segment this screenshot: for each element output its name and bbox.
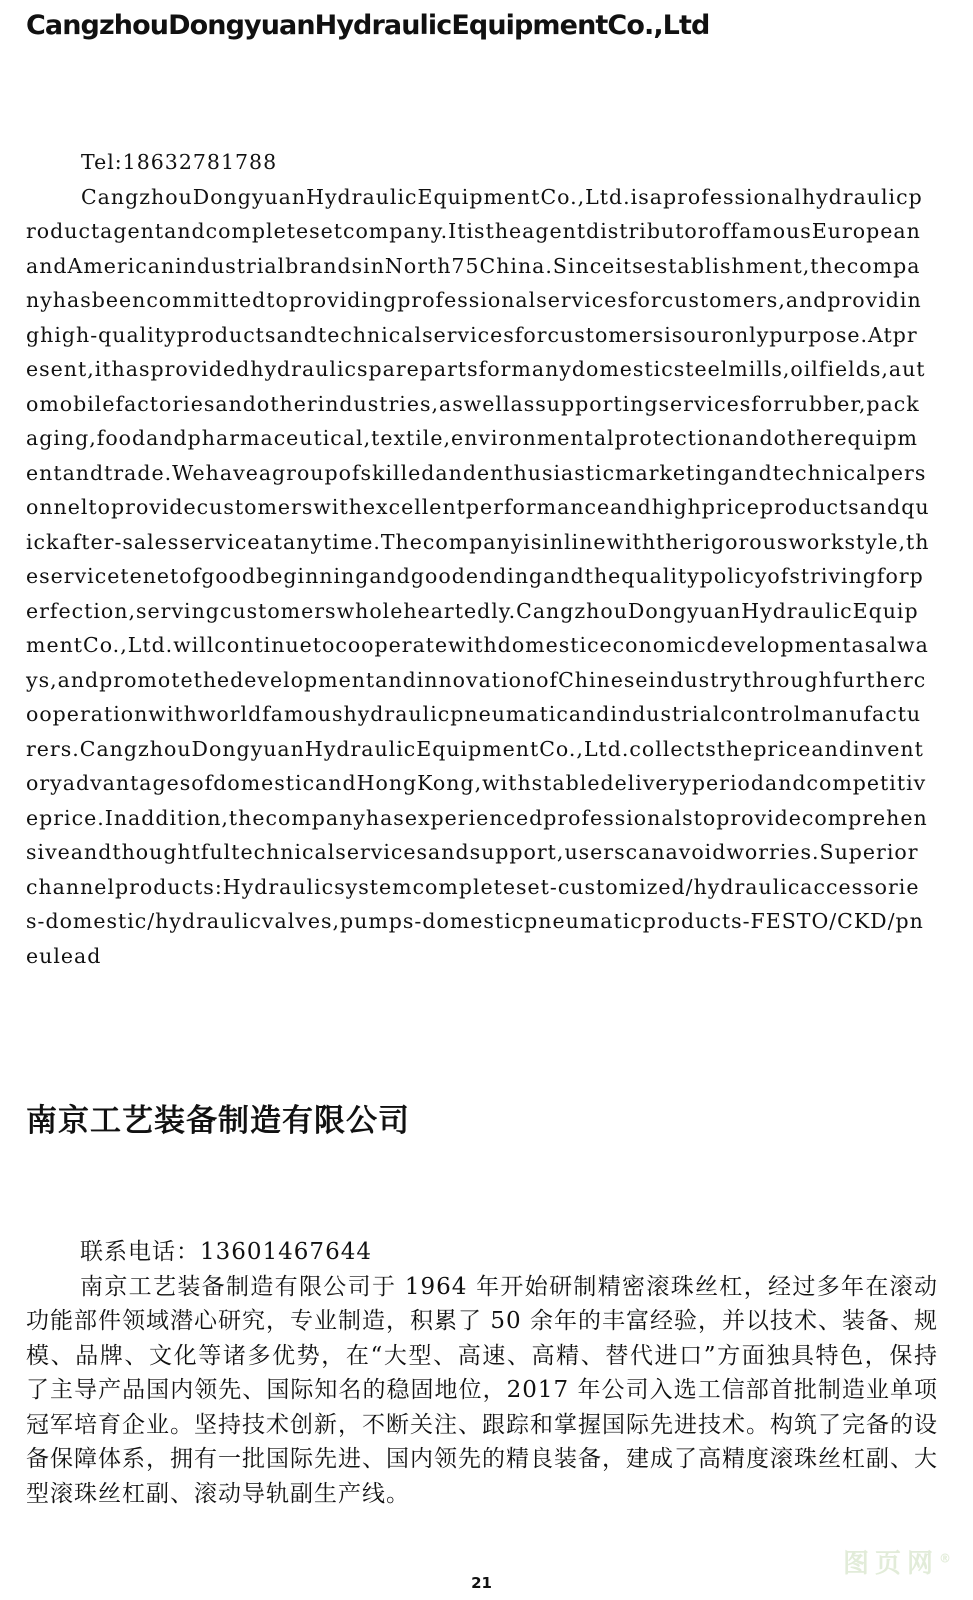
- page-number: 21: [471, 1574, 492, 1592]
- company2-section: [26, 1235, 938, 1511]
- company2-tel: 联系电话：13601467644: [80, 1239, 372, 1265]
- company1-tel: Tel:18632781788: [81, 150, 278, 174]
- watermark-logo: [843, 1543, 951, 1580]
- company2-description: 南京工艺装备制造有限公司于 1964 年开始研制精密滚珠丝杠，经过多年在滚动功能部件领域潜心研究，专业制造，积累了 50 余年的丰富经验，并以技术、装备、规模、品牌、文化等诸多优势，在“大型、高速、高精、替代进口”方面独具特色，保持了主导产品国内领先、国际知名的稳固地位，2017 年公司入选工信部首批制造业单项冠军培育企业。坚持技术创新，不断关注、跟踪和掌握国际先进技术。构筑了完备的设备保障体系，拥有一批国际先进、国内领先的精良装备，建成了高精度滚珠丝杠副、大型滚珠丝杠副、滚动导轨副生产线。: [26, 1273, 938, 1507]
- watermark-text: 图页网: [842, 1549, 939, 1579]
- company1-description: CangzhouDongyuanHydraulicEquipmentCo.,Ltd.isaprofessionalhydraulicproductagentandcompletesetcompany.ItistheagentdistributoroffamousEuropeanandAmericanindustrialbrandsinNorth75China.Sinceitsestablishment,thecompanyhasbeencommittedtoprovidingprofessionalservicesforcustomers,andprovidinghigh-qualityproductsandtechnicalservicesforcustomersisouronlypurpose.Atpresent,ithasprovidedhydraulicsparepartsformanydomesticsteelmills,oilfields,automobilefactoriesandotherindustries,aswellassupportingservicesforrubber,packaging,foodandpharmaceutical,textile,environmentalprotectionandotherequipmentandtrade.Wehaveagroupofskilledandenthusiasticmarketingandtechnicalpersonneltoprovidecustomerswithexcellentperformanceandhighpriceproductsandquickafter-salesserviceatanytime.Thecompanyisinlinewiththerigorousworkstyle,theservicetenetofgoodbeginningandgoodendingandthequalitypolicyofstrivingforperfection,servingcustomerswholeheartedly.CangzhouDongyuanHydraulicEquipmentCo.,Ltd.willcontinuetocooperatewithdomesticeconomicdevelopmentasalways,andpromotethedevelopmentandinnovationofChineseindustrythroughfurthercooperationwithworldfamoushydraulicpneumaticandindustrialcontrolmanufacturers.CangzhouDongyuanHydraulicEquipmentCo.,Ltd.collectsthepriceandinventoryadvantagesofdomesticandHongKong,withstabledeliveryperiodandcompetitiveprice.Inaddition,thecompanyhasexperiencedprofessionalstoprovidecomprehensiveandthoughtfultechnicalservicesandsupport,userscanavoidworries.Superiorchannelproducts:Hydraulicsystemcompleteset-customized/hydraulicaccessories-domestic/hydraulicvalves,pumps-domesticpneumaticproducts-FESTO/CKD/pneulead: [26, 184, 930, 968]
- registered-mark: ®: [939, 1551, 951, 1566]
- company1-title: CangzhouDongyuanHydraulicEquipmentCo.,Ltd: [26, 10, 710, 41]
- company1-section: [26, 145, 930, 973]
- company2-title: 南京工艺装备制造有限公司: [26, 1103, 410, 1139]
